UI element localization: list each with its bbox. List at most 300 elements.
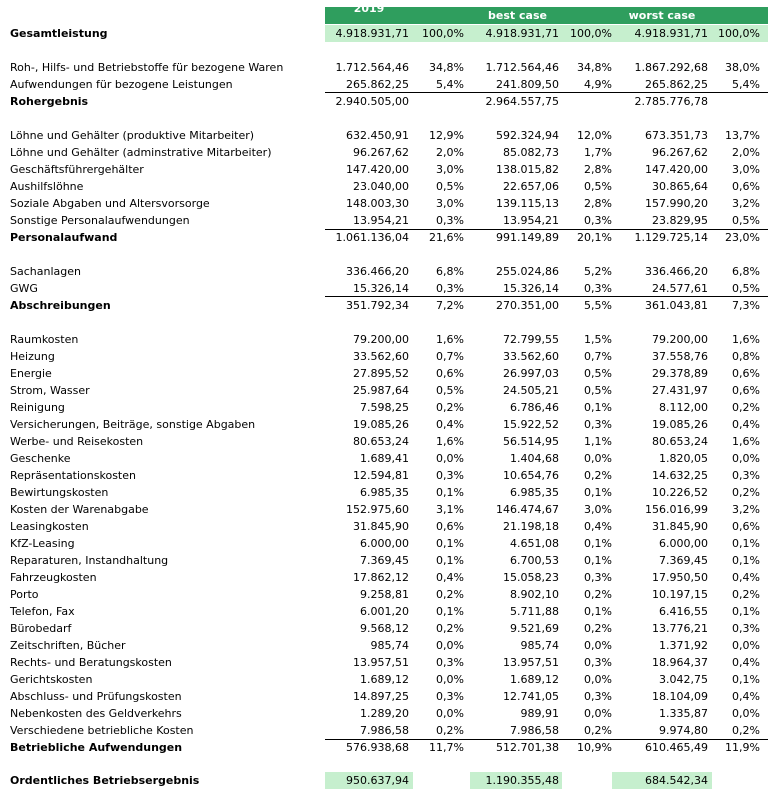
row-value-v1: 80.653,24 (353, 435, 409, 448)
row-value-v2: 512.701,38 (496, 741, 559, 754)
row-value-v1: 1.689,41 (360, 452, 409, 465)
row-value-v2: 15.922,52 (503, 418, 559, 431)
table-row (0, 586, 774, 603)
row-value-p2: 0,1% (584, 554, 612, 567)
row-value-p1: 0,3% (436, 656, 464, 669)
row-label: Bewirtungskosten (10, 486, 109, 499)
row-value-p3: 1,6% (732, 333, 760, 346)
row-value-v1: 148.003,30 (346, 197, 409, 210)
table-row (0, 178, 774, 195)
row-value-p2: 0,0% (584, 707, 612, 720)
table-row (0, 501, 774, 518)
row-label: Bürobedarf (10, 622, 72, 635)
row-value-v1: 265.862,25 (346, 78, 409, 91)
row-value-v2: 6.700,53 (510, 554, 559, 567)
table-row (0, 416, 774, 433)
row-label: KfZ-Leasing (10, 537, 75, 550)
row-label: Versicherungen, Beiträge, sonstige Abgaben (10, 418, 256, 431)
row-value-p3: 0,4% (732, 690, 760, 703)
row-value-p1: 100,0% (422, 27, 464, 40)
row-value-p2: 34,8% (577, 61, 612, 74)
table-row (0, 365, 774, 382)
row-value-p1: 21,6% (429, 231, 464, 244)
row-label: Betriebliche Aufwendungen (10, 741, 183, 754)
row-value-p3: 0,1% (732, 537, 760, 550)
row-value-p1: 12,9% (429, 129, 464, 142)
row-label: Sachanlagen (10, 265, 81, 278)
row-value-v2: 13.957,51 (503, 656, 559, 669)
row-value-v3: 4.918.931,71 (634, 27, 708, 40)
row-label: Leasingkosten (10, 520, 89, 533)
row-value-v3: 147.420,00 (645, 163, 708, 176)
row-value-p1: 0,1% (436, 486, 464, 499)
row-value-v2: 1.404,68 (510, 452, 559, 465)
row-value-v2: 8.902,10 (510, 588, 559, 601)
row-value-v3: 27.431,97 (652, 384, 708, 397)
row-value-v1: 15.326,14 (353, 282, 409, 295)
row-label: Raumkosten (10, 333, 79, 346)
row-value-p1: 0,5% (436, 384, 464, 397)
row-value-p2: 100,0% (570, 27, 612, 40)
row-value-v2: 12.741,05 (503, 690, 559, 703)
row-label: Zeitschriften, Bücher (10, 639, 126, 652)
row-value-v1: 27.895,52 (353, 367, 409, 380)
table-row (0, 195, 774, 212)
table-row (0, 535, 774, 552)
row-value-v1: 33.562,60 (353, 350, 409, 363)
row-value-p3: 0,3% (732, 469, 760, 482)
row-value-p1: 0,4% (436, 418, 464, 431)
row-value-p2: 1,1% (584, 435, 612, 448)
row-value-v3: 1.335,87 (659, 707, 708, 720)
row-value-p2: 0,3% (584, 690, 612, 703)
row-value-p3: 11,9% (725, 741, 760, 754)
row-value-p2: 0,3% (584, 418, 612, 431)
row-value-v2: 13.954,21 (503, 214, 559, 227)
row-label: Nebenkosten des Geldverkehrs (10, 707, 182, 720)
row-value-v1: 9.258,81 (360, 588, 409, 601)
row-value-p1: 0,2% (436, 622, 464, 635)
row-value-p2: 0,1% (584, 605, 612, 618)
row-value-p2: 0,3% (584, 656, 612, 669)
row-value-p1: 0,2% (436, 588, 464, 601)
table-row (0, 25, 774, 42)
table-row (0, 212, 774, 229)
row-label: Energie (10, 367, 52, 380)
row-value-v3: 1.371,92 (659, 639, 708, 652)
row-value-v3: 1.820,05 (659, 452, 708, 465)
row-value-v1: 147.420,00 (346, 163, 409, 176)
row-value-v3: 156.016,99 (645, 503, 708, 516)
row-value-v1: 6.000,00 (360, 537, 409, 550)
row-value-p1: 7,2% (436, 299, 464, 312)
row-value-p3: 7,3% (732, 299, 760, 312)
row-value-v1: 12.594,81 (353, 469, 409, 482)
row-value-p2: 0,5% (584, 384, 612, 397)
row-value-v1: 4.918.931,71 (335, 27, 409, 40)
row-value-v3: 610.465,49 (645, 741, 708, 754)
row-value-p1: 34,8% (429, 61, 464, 74)
row-label: Telefon, Fax (10, 605, 75, 618)
row-value-v3: 361.043,81 (645, 299, 708, 312)
row-value-v2: 5.711,88 (510, 605, 559, 618)
row-value-p3: 3,0% (732, 163, 760, 176)
row-value-v3: 24.577,61 (652, 282, 708, 295)
row-value-p2: 0,7% (584, 350, 612, 363)
row-value-p1: 0,0% (436, 673, 464, 686)
row-value-p2: 0,1% (584, 401, 612, 414)
row-value-v2: 270.351,00 (496, 299, 559, 312)
row-value-p2: 0,5% (584, 367, 612, 380)
row-value-p2: 0,0% (584, 673, 612, 686)
row-value-v1: 1.689,12 (360, 673, 409, 686)
table-row (0, 467, 774, 484)
row-value-v3: 79.200,00 (652, 333, 708, 346)
row-value-v3: 7.369,45 (659, 554, 708, 567)
row-value-v2: 4.651,08 (510, 537, 559, 550)
row-label: GWG (10, 282, 38, 295)
row-value-p2: 4,9% (584, 78, 612, 91)
row-value-p2: 3,0% (584, 503, 612, 516)
row-value-v3: 29.378,89 (652, 367, 708, 380)
row-value-p2: 2,8% (584, 163, 612, 176)
table-row (0, 552, 774, 569)
table-row (0, 144, 774, 161)
row-value-p3: 0,2% (732, 401, 760, 414)
row-label: Geschenke (10, 452, 71, 465)
row-value-p2: 0,0% (584, 452, 612, 465)
row-value-v3: 2.785.776,78 (634, 95, 708, 108)
row-value-v1: 17.862,12 (353, 571, 409, 584)
row-value-v3: 1.867.292,68 (634, 61, 708, 74)
row-value-p2: 0,5% (584, 180, 612, 193)
row-value-v1: 1.712.564,46 (335, 61, 409, 74)
table-row (0, 722, 774, 739)
table-row (0, 229, 774, 246)
row-value-v3: 31.845,90 (652, 520, 708, 533)
row-value-p3: 0,0% (732, 707, 760, 720)
row-value-p3: 6,8% (732, 265, 760, 278)
table-row (0, 76, 774, 93)
row-value-p1: 1,6% (436, 333, 464, 346)
row-value-v3: 8.112,00 (659, 401, 708, 414)
row-value-v2: 85.082,73 (503, 146, 559, 159)
row-label: Löhne und Gehälter (produktive Mitarbeiter) (10, 129, 255, 142)
row-value-v3: 10.197,15 (652, 588, 708, 601)
row-label: Aushilfslöhne (10, 180, 84, 193)
table-row (0, 637, 774, 654)
row-value-p2: 5,5% (584, 299, 612, 312)
row-value-p1: 0,7% (436, 350, 464, 363)
row-value-p1: 0,6% (436, 367, 464, 380)
table-row (0, 297, 774, 314)
table-row (0, 348, 774, 365)
row-value-v1: 79.200,00 (353, 333, 409, 346)
row-value-v3: 265.862,25 (645, 78, 708, 91)
row-value-p1: 0,0% (436, 707, 464, 720)
row-value-p3: 0,4% (732, 418, 760, 431)
row-value-p3: 0,1% (732, 673, 760, 686)
row-value-p3: 0,0% (732, 452, 760, 465)
row-value-p2: 0,2% (584, 469, 612, 482)
row-label: Sonstige Personalaufwendungen (10, 214, 190, 227)
row-value-v2: 4.918.931,71 (485, 27, 559, 40)
row-value-v1: 14.897,25 (353, 690, 409, 703)
row-value-v1: 9.568,12 (360, 622, 409, 635)
row-value-v3: 17.950,50 (652, 571, 708, 584)
row-value-p1: 2,0% (436, 146, 464, 159)
row-value-v1: 25.987,64 (353, 384, 409, 397)
row-value-p3: 0,5% (732, 282, 760, 295)
table-row (0, 93, 774, 110)
row-value-p2: 20,1% (577, 231, 612, 244)
row-label: Porto (10, 588, 39, 601)
row-value-v2: 138.015,82 (496, 163, 559, 176)
row-value-v3: 18.964,37 (652, 656, 708, 669)
row-label: Gerichtskosten (10, 673, 93, 686)
row-label: Kosten der Warenabgabe (10, 503, 149, 516)
row-label: Abschreibungen (10, 299, 111, 312)
row-value-v1: 96.267,62 (353, 146, 409, 159)
row-value-p2: 0,3% (584, 571, 612, 584)
row-value-v3: 684.542,34 (645, 774, 708, 787)
row-value-v2: 139.115,13 (496, 197, 559, 210)
table-row (0, 161, 774, 178)
row-value-p1: 6,8% (436, 265, 464, 278)
row-value-p3: 0,0% (732, 639, 760, 652)
row-value-p3: 0,6% (732, 384, 760, 397)
table-row (0, 450, 774, 467)
row-value-v1: 13.957,51 (353, 656, 409, 669)
row-value-p3: 5,4% (732, 78, 760, 91)
row-value-p2: 5,2% (584, 265, 612, 278)
row-value-p2: 0,4% (584, 520, 612, 533)
row-value-p3: 0,1% (732, 554, 760, 567)
row-value-v1: 950.637,94 (346, 774, 409, 787)
row-value-v1: 1.289,20 (360, 707, 409, 720)
row-value-v2: 1.689,12 (510, 673, 559, 686)
row-value-p2: 0,1% (584, 486, 612, 499)
table-row (0, 399, 774, 416)
table-row (0, 518, 774, 535)
row-value-v1: 576.938,68 (346, 741, 409, 754)
row-label: Verschiedene betriebliche Kosten (10, 724, 194, 737)
row-value-v2: 146.474,67 (496, 503, 559, 516)
row-value-v2: 15.058,23 (503, 571, 559, 584)
row-label: Geschäftsführergehälter (10, 163, 144, 176)
row-value-p1: 0,3% (436, 214, 464, 227)
row-value-p3: 0,4% (732, 571, 760, 584)
row-value-v1: 6.985,35 (360, 486, 409, 499)
row-value-v2: 241.809,50 (496, 78, 559, 91)
row-value-p3: 0,5% (732, 214, 760, 227)
row-label: Reparaturen, Instandhaltung (10, 554, 169, 567)
row-label: Gesamtleistung (10, 27, 108, 40)
row-value-v1: 31.845,90 (353, 520, 409, 533)
row-value-p1: 0,4% (436, 571, 464, 584)
row-value-p3: 0,6% (732, 180, 760, 193)
row-value-p2: 0,2% (584, 622, 612, 635)
row-value-v3: 19.085,26 (652, 418, 708, 431)
row-value-v1: 7.986,58 (360, 724, 409, 737)
row-value-p3: 3,2% (732, 503, 760, 516)
row-value-v2: 9.521,69 (510, 622, 559, 635)
row-value-p1: 0,2% (436, 724, 464, 737)
row-value-p1: 0,0% (436, 639, 464, 652)
row-value-p3: 0,1% (732, 605, 760, 618)
row-value-v3: 1.129.725,14 (634, 231, 708, 244)
row-value-v2: 21.198,18 (503, 520, 559, 533)
row-value-p2: 0,3% (584, 214, 612, 227)
row-label: Heizung (10, 350, 55, 363)
row-value-p2: 0,2% (584, 724, 612, 737)
row-value-p3: 0,3% (732, 622, 760, 635)
row-label: Werbe- und Reisekosten (10, 435, 144, 448)
row-value-v1: 7.369,45 (360, 554, 409, 567)
header-best-case: best case (488, 9, 547, 22)
row-value-p1: 3,0% (436, 197, 464, 210)
row-label: Abschluss- und Prüfungskosten (10, 690, 182, 703)
row-value-v3: 6.000,00 (659, 537, 708, 550)
row-value-v1: 6.001,20 (360, 605, 409, 618)
row-value-p3: 0,4% (732, 656, 760, 669)
row-value-v3: 3.042,75 (659, 673, 708, 686)
row-value-v1: 152.975,60 (346, 503, 409, 516)
row-value-p2: 0,2% (584, 588, 612, 601)
row-value-v3: 30.865,64 (652, 180, 708, 193)
row-value-p3: 0,8% (732, 350, 760, 363)
row-value-v1: 19.085,26 (353, 418, 409, 431)
table-row (0, 263, 774, 280)
row-value-v2: 1.190.355,48 (485, 774, 559, 787)
row-value-v1: 13.954,21 (353, 214, 409, 227)
row-value-p1: 1,6% (436, 435, 464, 448)
row-value-p3: 0,2% (732, 588, 760, 601)
table-row (0, 433, 774, 450)
row-value-p1: 3,0% (436, 163, 464, 176)
row-value-v1: 7.598,25 (360, 401, 409, 414)
table-row (0, 59, 774, 76)
row-value-p1: 0,3% (436, 469, 464, 482)
table-row (0, 484, 774, 501)
row-value-p2: 2,8% (584, 197, 612, 210)
row-value-v1: 2.940.505,00 (335, 95, 409, 108)
row-value-p1: 0,3% (436, 282, 464, 295)
row-value-p3: 100,0% (718, 27, 760, 40)
row-value-v3: 37.558,76 (652, 350, 708, 363)
row-value-v2: 255.024,86 (496, 265, 559, 278)
row-value-p1: 0,6% (436, 520, 464, 533)
row-value-v2: 72.799,55 (503, 333, 559, 346)
row-value-v2: 15.326,14 (503, 282, 559, 295)
row-value-p2: 0,0% (584, 639, 612, 652)
row-value-p3: 3,2% (732, 197, 760, 210)
row-value-v2: 985,74 (520, 639, 559, 652)
table-row (0, 331, 774, 348)
row-label: Roh-, Hilfs- und Betriebstoffe für bezogene Waren (10, 61, 284, 74)
row-value-v2: 2.964.557,75 (485, 95, 559, 108)
row-value-p3: 13,7% (725, 129, 760, 142)
row-value-v2: 592.324,94 (496, 129, 559, 142)
row-value-v1: 1.061.136,04 (335, 231, 409, 244)
row-label: Löhne und Gehälter (adminstrative Mitarbeiter) (10, 146, 272, 159)
row-value-p1: 0,1% (436, 605, 464, 618)
header-2019: 2019 (353, 2, 385, 15)
row-value-v1: 985,74 (370, 639, 409, 652)
row-value-p1: 0,5% (436, 180, 464, 193)
row-value-p1: 5,4% (436, 78, 464, 91)
row-value-v1: 351.792,34 (346, 299, 409, 312)
row-value-p3: 0,2% (732, 724, 760, 737)
row-value-v3: 10.226,52 (652, 486, 708, 499)
row-value-v3: 9.974,80 (659, 724, 708, 737)
row-value-v3: 6.416,55 (659, 605, 708, 618)
row-value-p1: 0,1% (436, 554, 464, 567)
row-value-v3: 14.632,25 (652, 469, 708, 482)
row-label: Rohergebnis (10, 95, 89, 108)
row-value-p1: 11,7% (429, 741, 464, 754)
row-value-v3: 673.351,73 (645, 129, 708, 142)
row-value-p2: 0,3% (584, 282, 612, 295)
row-value-v2: 989,91 (520, 707, 559, 720)
row-label: Reinigung (10, 401, 65, 414)
row-value-p1: 0,1% (436, 537, 464, 550)
row-label: Repräsentationskosten (10, 469, 136, 482)
row-value-v3: 18.104,09 (652, 690, 708, 703)
row-value-v2: 1.712.564,46 (485, 61, 559, 74)
row-value-p2: 1,5% (584, 333, 612, 346)
row-value-v2: 10.654,76 (503, 469, 559, 482)
row-label: Personalaufwand (10, 231, 118, 244)
table-row (0, 603, 774, 620)
row-value-v2: 6.786,46 (510, 401, 559, 414)
row-label: Fahrzeugkosten (10, 571, 97, 584)
table-row (0, 654, 774, 671)
table-row (0, 705, 774, 722)
row-value-v2: 24.505,21 (503, 384, 559, 397)
row-value-p3: 2,0% (732, 146, 760, 159)
row-value-v2: 6.985,35 (510, 486, 559, 499)
row-value-v3: 157.990,20 (645, 197, 708, 210)
row-value-p1: 0,0% (436, 452, 464, 465)
row-value-v3: 80.653,24 (652, 435, 708, 448)
row-value-p2: 12,0% (577, 129, 612, 142)
row-value-v1: 23.040,00 (353, 180, 409, 193)
row-value-v2: 33.562,60 (503, 350, 559, 363)
row-value-v1: 336.466,20 (346, 265, 409, 278)
row-value-v2: 991.149,89 (496, 231, 559, 244)
row-value-p3: 1,6% (732, 435, 760, 448)
row-value-p1: 3,1% (436, 503, 464, 516)
table-row (0, 671, 774, 688)
row-value-v2: 56.514,95 (503, 435, 559, 448)
row-value-v2: 22.657,06 (503, 180, 559, 193)
row-value-v3: 336.466,20 (645, 265, 708, 278)
row-value-p3: 0,6% (732, 367, 760, 380)
row-value-p3: 0,6% (732, 520, 760, 533)
table-row (0, 688, 774, 705)
row-label: Strom, Wasser (10, 384, 90, 397)
header-worst-case: worst case (628, 9, 696, 22)
row-value-v2: 26.997,03 (503, 367, 559, 380)
row-value-v3: 23.829,95 (652, 214, 708, 227)
row-value-p1: 0,3% (436, 690, 464, 703)
row-value-v3: 13.776,21 (652, 622, 708, 635)
table-row (0, 772, 774, 789)
row-value-v2: 7.986,58 (510, 724, 559, 737)
table-row (0, 569, 774, 586)
table-row (0, 280, 774, 297)
